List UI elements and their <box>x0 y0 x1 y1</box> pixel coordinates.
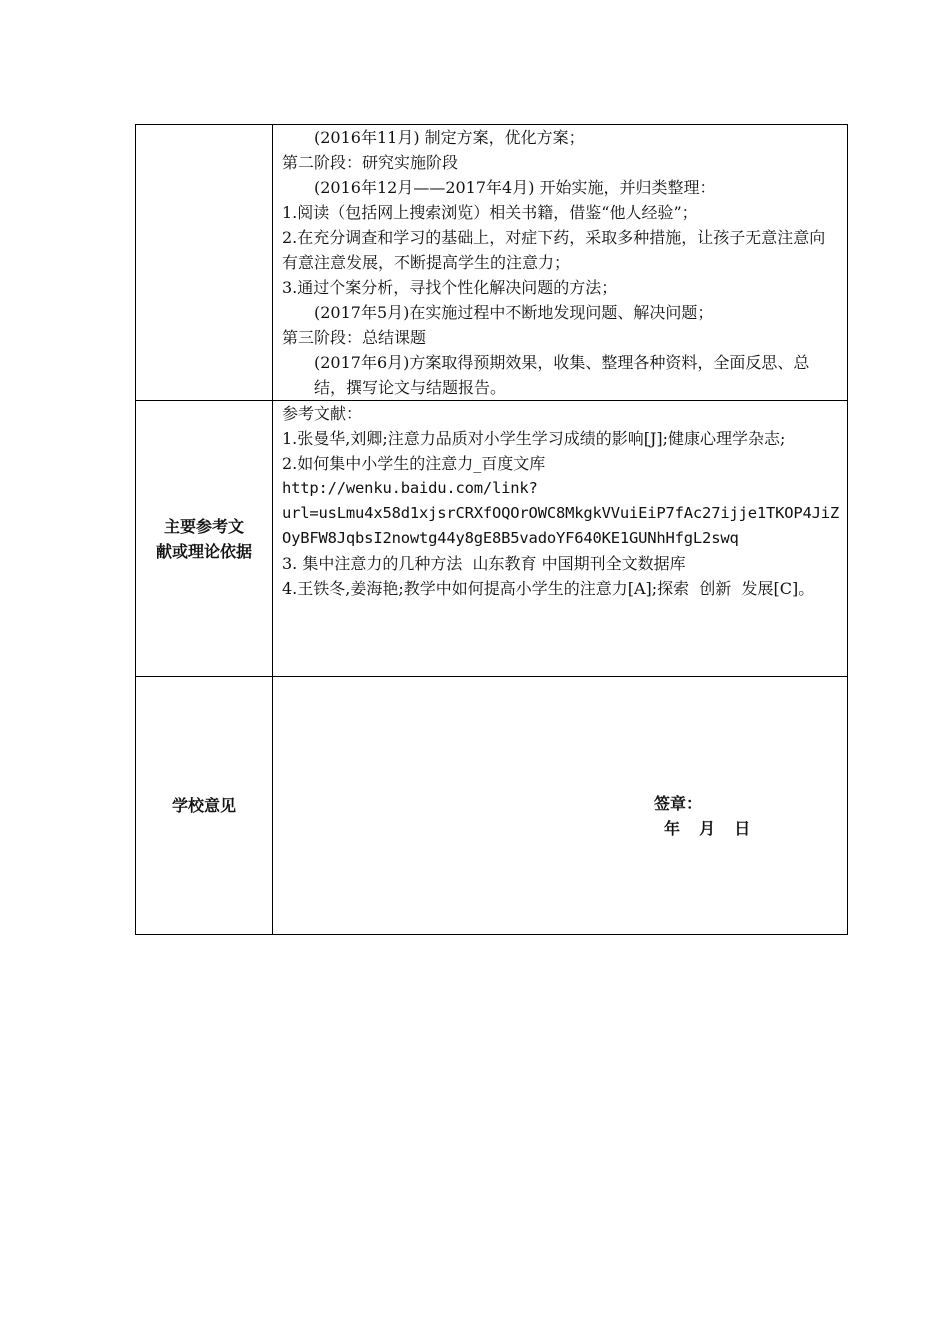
research-plan-row <box>136 125 848 401</box>
reference-1: 1.张曼华,刘卿;注意力品质对小学生学习成绩的影响[J];健康心理学杂志; <box>282 429 786 448</box>
reference-2-url-query: url=usLmu4x58d1xjsrCRXfOQOrOWC8MkgkVVuiEiP7fAc27ijje1TKOP4JiZOyBFW8JqbsI2nowtg44y8gE8B5vadoYF640KE1GUNhHfgL2swq <box>282 504 840 547</box>
references-row <box>136 401 848 677</box>
research-plan-label-cell <box>136 125 273 401</box>
references-heading: 参考文献： <box>282 404 363 423</box>
reference-2-url-start: http://wenku.baidu.com/link? <box>282 479 538 497</box>
references-label: 主要参考文 献或理论依据 <box>155 516 252 561</box>
references-content <box>273 401 848 677</box>
references-label-cell <box>136 401 273 677</box>
plan-line-3: (2016年12月——2017年4月) 开始实施，并归类整理： <box>314 178 716 197</box>
reference-2-title: 2.如何集中小学生的注意力_百度文库 <box>282 454 546 473</box>
school-opinion-row <box>136 677 848 935</box>
proposal-form-table <box>135 124 848 935</box>
plan-line-9: (2017年6月)方案取得预期效果，收集、整理各种资料，全面反思、总结，撰写论文与结题报告。 <box>314 353 810 397</box>
plan-line-7: (2017年5月)在实施过程中不断地发现问题、解决问题； <box>314 303 714 322</box>
plan-line-1: (2016年11月) 制定方案，优化方案； <box>314 128 585 147</box>
plan-line-5: 2.在充分调查和学习的基础上，对症下药，采取多种措施，让孩子无意注意向有意注意发展，不断提高学生的注意力； <box>282 228 826 272</box>
plan-line-8: 第三阶段：总结课题 <box>282 328 427 347</box>
plan-line-6: 3.通过个案分析，寻找个性化解决问题的方法； <box>282 278 618 297</box>
research-plan-content <box>273 125 848 401</box>
reference-4: 4.王铁冬,姜海艳;教学中如何提高小学生的注意力[A];探索 创新 发展[C]。 <box>282 579 815 598</box>
school-opinion-label-cell <box>136 677 273 935</box>
plan-line-2: 第二阶段：研究实施阶段 <box>282 153 459 172</box>
reference-3: 3. 集中注意力的几种方法 山东教育 中国期刊全文数据库 <box>282 554 686 573</box>
plan-line-4: 1.阅读（包括网上搜索浏览）相关书籍，借鉴“他人经验”； <box>282 203 698 222</box>
school-opinion-content <box>273 677 848 935</box>
date-label: 年 月 日 <box>664 819 751 838</box>
signature-stamp-label: 签章： <box>654 794 703 813</box>
school-opinion-label: 学校意见 <box>171 796 236 815</box>
